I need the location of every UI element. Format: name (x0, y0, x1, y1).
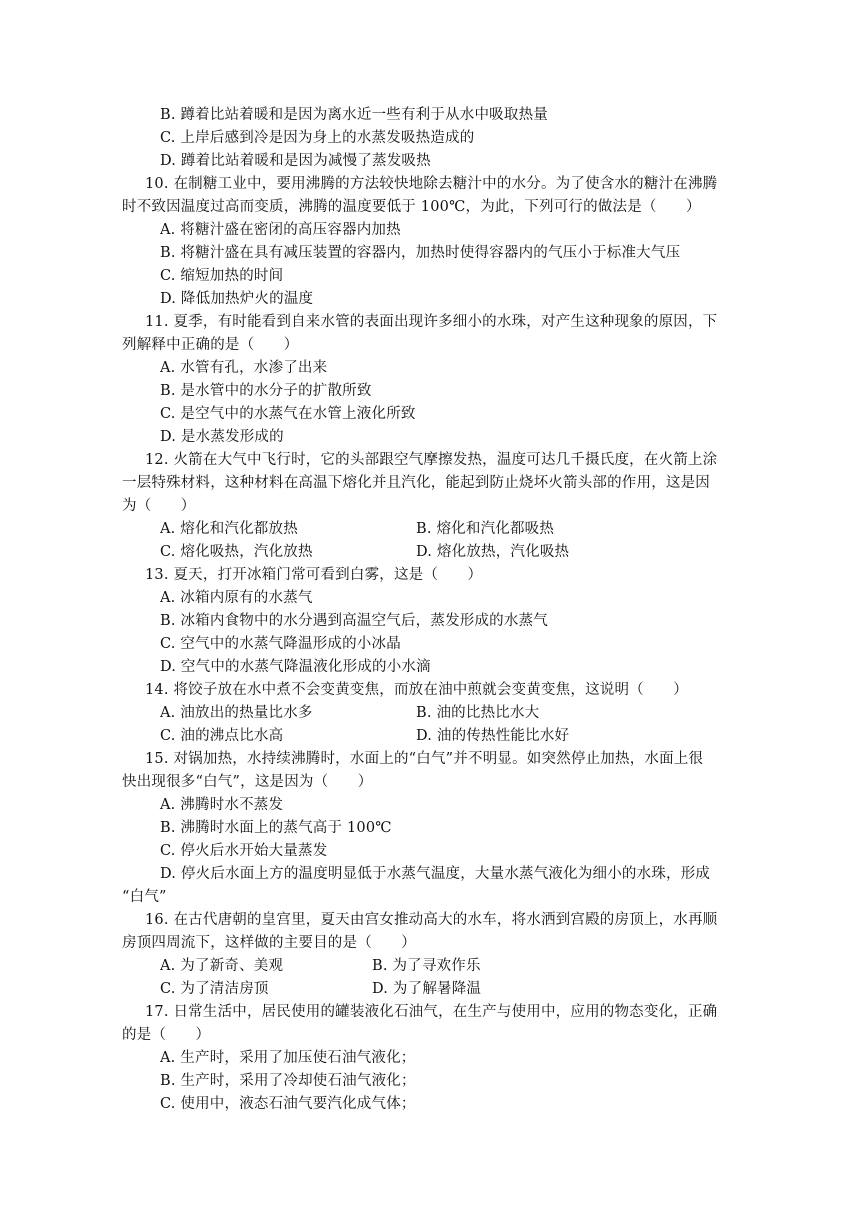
option-text: D. 降低加热炉火的温度 (160, 291, 314, 307)
option-row (0, 955, 860, 978)
option-text: C. 熔化吸热，汽化放热 (160, 544, 313, 560)
option-text: C. 为了清洁房顶 (160, 981, 269, 997)
option-text: B. 为了寻欢作乐 (372, 958, 481, 974)
question-stem: 13. 夏天，打开冰箱门常可看到白雾，这是（ ） (145, 567, 483, 583)
option-text: C. 使用中，液态石油气要汽化成气体； (160, 1096, 416, 1112)
option-text: C. 停火后水开始大量蒸发 (160, 843, 328, 859)
question-continuation: 快出现很多“白气”，这是因为（ ） (122, 774, 373, 790)
option-row (0, 541, 860, 564)
question-stem: 17. 日常生活中，居民使用的罐装液化石油气，在生产与使用中，应用的物态变化，正确 (145, 1004, 718, 1020)
option-text: D. 蹲着比站着暖和是因为减慢了蒸发吸热 (160, 153, 431, 169)
option-text: C. 缩短加热的时间 (160, 268, 284, 284)
option-text: B. 熔化和汽化都吸热 (416, 521, 555, 537)
question-continuation: 房顶四周流下，这样做的主要目的是（ ） (122, 935, 416, 951)
question-continuation: 的是（ ） (122, 1027, 211, 1043)
option-text: A. 冰箱内原有的水蒸气 (160, 590, 313, 606)
option-text: C. 空气中的水蒸气降温形成的小冰晶 (160, 636, 401, 652)
option-text: D. 为了解暑降温 (372, 981, 482, 997)
option-text: A. 沸腾时水不蒸发 (160, 797, 284, 813)
option-text: A. 水管有孔，水渗了出来 (160, 360, 328, 376)
exam-page (0, 104, 860, 1116)
option-text: A. 熔化和汽化都放热 (160, 521, 298, 537)
option-text: A. 将糖汁盛在密闭的高压容器内加热 (160, 222, 401, 238)
question-stem: 11. 夏季，有时能看到自来水管的表面出现许多细小的水珠，对产生这种现象的原因，下 (145, 314, 718, 330)
question-continuation: 列解释中正确的是（ ） (122, 337, 299, 353)
question-continuation: “白气” (122, 889, 167, 905)
question-stem: 14. 将饺子放在水中煮不会变黄变焦，而放在油中煎就会变黄变焦，这说明（ ） (145, 682, 688, 698)
option-row (0, 518, 860, 541)
option-text: B. 冰箱内食物中的水分遇到高温空气后，蒸发形成的水蒸气 (160, 613, 548, 629)
question-stem: 16. 在古代唐朝的皇宫里，夏天由宫女推动高大的水车，将水洒到宫殿的房顶上，水再顺 (145, 912, 718, 928)
option-text: D. 是水蒸发形成的 (160, 429, 284, 445)
option-text: D. 停火后水面上方的温度明显低于水蒸气温度，大量水蒸气液化为细小的水珠，形成 (160, 866, 711, 882)
option-text: B. 沸腾时水面上的蒸气高于 100℃ (160, 820, 392, 836)
option-row (0, 702, 860, 725)
option-text: A. 为了新奇、美观 (160, 958, 284, 974)
question-continuation: 一层特殊材料，这种材料在高温下熔化并且汽化，能起到防止烧坏火箭头部的作用，这是因 (122, 475, 710, 491)
option-text: D. 空气中的水蒸气降温液化形成的小水滴 (160, 659, 431, 675)
option-text: D. 熔化放热，汽化吸热 (416, 544, 570, 560)
option-text: A. 油放出的热量比水多 (160, 705, 313, 721)
option-text: B. 油的比热比水大 (416, 705, 540, 721)
question-continuation: 时不致因温度过高而变质，沸腾的温度要低于 100℃，为此，下列可行的做法是（ ） (122, 199, 701, 215)
option-text: B. 是水管中的水分子的扩散所致 (160, 383, 372, 399)
option-text: C. 上岸后感到冷是因为身上的水蒸发吸热造成的 (160, 130, 475, 146)
option-text: B. 将糖汁盛在具有减压装置的容器内，加热时使得容器内的气压小于标准大气压 (160, 245, 681, 261)
option-row (0, 978, 860, 1001)
question-stem: 12. 火箭在大气中飞行时，它的头部跟空气摩擦发热，温度可达几千摄氏度，在火箭上涂 (145, 452, 718, 468)
option-row (0, 725, 860, 748)
option-text: C. 是空气中的水蒸气在水管上液化所致 (160, 406, 416, 422)
option-text: D. 油的传热性能比水好 (416, 728, 570, 744)
question-stem: 10. 在制糖工业中，要用沸腾的方法较快地除去糖汁中的水分。为了使含水的糖汁在沸腾 (145, 176, 718, 192)
question-stem: 15. 对锅加热，水持续沸腾时，水面上的“白气”并不明显。如突然停止加热，水面上很 (145, 751, 704, 767)
option-text: A. 生产时，采用了加压使石油气液化； (160, 1050, 416, 1066)
option-text: C. 油的沸点比水高 (160, 728, 284, 744)
question-continuation: 为（ ） (122, 498, 196, 514)
option-text: B. 生产时，采用了冷却使石油气液化； (160, 1073, 416, 1089)
option-text: B. 蹲着比站着暖和是因为离水近一些有利于从水中吸取热量 (160, 107, 548, 123)
